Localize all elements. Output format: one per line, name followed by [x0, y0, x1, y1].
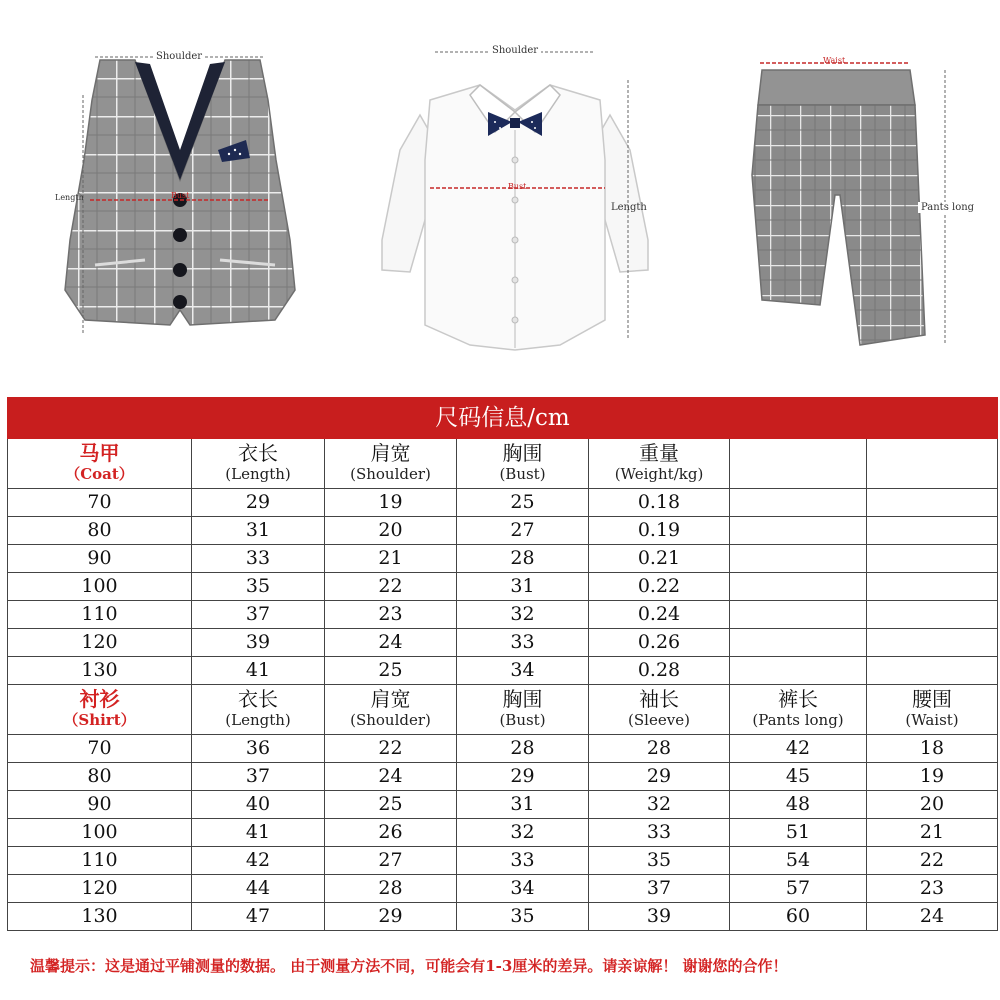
table-cell: 32: [589, 791, 730, 819]
table-cell: 90: [8, 545, 192, 573]
coat-header-row: [8, 439, 998, 489]
table-cell: [730, 657, 867, 685]
coat-rows: [8, 489, 998, 685]
table-cell: 0.28: [589, 657, 730, 685]
table-cell: 23: [867, 875, 998, 903]
table-cell: 25: [325, 791, 457, 819]
table-cell: 36: [192, 735, 325, 763]
table-cell: [867, 545, 998, 573]
table-cell: 20: [325, 517, 457, 545]
table-cell: 42: [192, 847, 325, 875]
table-cell: 100: [8, 819, 192, 847]
table-cell: 18: [867, 735, 998, 763]
table-cell: [730, 517, 867, 545]
shirt-header-cell: 腰围 (Waist): [867, 685, 998, 735]
shirt-header-cell: 衣长 (Length): [192, 685, 325, 735]
table-cell: 120: [8, 629, 192, 657]
shirt-size-row: [8, 763, 998, 791]
table-cell: 35: [589, 847, 730, 875]
shirt-size-row: [8, 819, 998, 847]
table-cell: 34: [457, 875, 589, 903]
table-cell: 60: [730, 903, 867, 931]
table-cell: 26: [325, 819, 457, 847]
shirt-header-cell: 袖长 (Sleeve): [589, 685, 730, 735]
table-cell: 0.21: [589, 545, 730, 573]
table-cell: 51: [730, 819, 867, 847]
coat-header-cell: 肩宽 (Shoulder): [325, 439, 457, 489]
coat-size-row: [8, 629, 998, 657]
table-cell: 80: [8, 763, 192, 791]
coat-header-cell: [867, 439, 998, 489]
table-cell: 33: [457, 847, 589, 875]
table-cell: 57: [730, 875, 867, 903]
table-cell: 29: [325, 903, 457, 931]
table-cell: 0.22: [589, 573, 730, 601]
coat-size-row: [8, 489, 998, 517]
shirt-size-row: [8, 735, 998, 763]
table-cell: 130: [8, 903, 192, 931]
shirt-rows: [8, 735, 998, 931]
table-cell: [867, 629, 998, 657]
shirt-size-row: [8, 847, 998, 875]
table-cell: 20: [867, 791, 998, 819]
product-photos: [0, 0, 1000, 395]
table-cell: 41: [192, 657, 325, 685]
shirt-size-row: [8, 875, 998, 903]
table-cell: 29: [589, 763, 730, 791]
table-cell: 31: [192, 517, 325, 545]
coat-header-cell: 马甲 （Coat）: [8, 439, 192, 489]
table-cell: 19: [867, 763, 998, 791]
shirt-bust-label: Bust: [508, 182, 527, 191]
table-cell: [730, 489, 867, 517]
table-cell: 28: [589, 735, 730, 763]
table-cell: 25: [457, 489, 589, 517]
table-cell: 0.19: [589, 517, 730, 545]
shirt-size-row: [8, 791, 998, 819]
table-cell: 35: [192, 573, 325, 601]
table-cell: 22: [325, 735, 457, 763]
table-cell: 34: [457, 657, 589, 685]
measurement-note: 温馨提示：这是通过平铺测量的数据。 由于测量方法不同，可能会有1-3厘米的差异。请亲谅解！ 谢谢您的合作！: [30, 957, 788, 975]
table-cell: 0.24: [589, 601, 730, 629]
table-cell: [730, 629, 867, 657]
coat-size-row: [8, 545, 998, 573]
table-cell: [867, 489, 998, 517]
table-cell: 41: [192, 819, 325, 847]
table-cell: 24: [325, 763, 457, 791]
shirt-size-row: [8, 903, 998, 931]
table-cell: [730, 573, 867, 601]
coat-size-row: [8, 601, 998, 629]
table-cell: 70: [8, 735, 192, 763]
vest-length-label: Length: [55, 193, 84, 202]
table-cell: 130: [8, 657, 192, 685]
shirt-header-cell: 衬衫 （Shirt）: [8, 685, 192, 735]
table-cell: 35: [457, 903, 589, 931]
table-cell: [730, 601, 867, 629]
table-cell: 21: [325, 545, 457, 573]
table-cell: 31: [457, 791, 589, 819]
pants-waist-label: Waist: [823, 56, 846, 65]
shirt-header-cell: 裤长 (Pants long): [730, 685, 867, 735]
table-cell: 29: [192, 489, 325, 517]
table-cell: 27: [325, 847, 457, 875]
table-cell: 110: [8, 847, 192, 875]
table-cell: 25: [325, 657, 457, 685]
coat-size-row: [8, 517, 998, 545]
table-cell: 39: [589, 903, 730, 931]
table-title-row: [8, 398, 998, 439]
vest-bust-label: Bust: [171, 191, 190, 200]
table-cell: 32: [457, 601, 589, 629]
table-cell: 28: [457, 735, 589, 763]
table-cell: 33: [589, 819, 730, 847]
table-title: 尺码信息/cm: [8, 398, 998, 439]
table-cell: 22: [325, 573, 457, 601]
table-cell: 39: [192, 629, 325, 657]
table-cell: [867, 657, 998, 685]
table-cell: 90: [8, 791, 192, 819]
table-cell: 24: [325, 629, 457, 657]
table-cell: 21: [867, 819, 998, 847]
table-cell: 44: [192, 875, 325, 903]
coat-header-cell: 胸围 (Bust): [457, 439, 589, 489]
table-cell: 33: [192, 545, 325, 573]
shirt-shoulder-label: Shoulder: [489, 45, 541, 56]
table-cell: [867, 573, 998, 601]
table-cell: 24: [867, 903, 998, 931]
table-cell: 28: [325, 875, 457, 903]
table-cell: 31: [457, 573, 589, 601]
table-cell: 37: [589, 875, 730, 903]
shirt-header-row: [8, 685, 998, 735]
shirt-header-cell: 肩宽 (Shoulder): [325, 685, 457, 735]
coat-size-row: [8, 573, 998, 601]
pants-length-label: Pants long: [918, 202, 977, 213]
table-cell: 19: [325, 489, 457, 517]
table-cell: 80: [8, 517, 192, 545]
table-cell: 32: [457, 819, 589, 847]
table-cell: 23: [325, 601, 457, 629]
table-cell: [867, 517, 998, 545]
table-cell: 29: [457, 763, 589, 791]
vest-shoulder-label: Shoulder: [153, 51, 205, 62]
shirt-header-cell: 胸围 (Bust): [457, 685, 589, 735]
table-cell: 70: [8, 489, 192, 517]
table-cell: [867, 601, 998, 629]
coat-header-cell: [730, 439, 867, 489]
table-cell: 33: [457, 629, 589, 657]
table-cell: 37: [192, 601, 325, 629]
table-cell: 100: [8, 573, 192, 601]
coat-header-cell: 衣长 (Length): [192, 439, 325, 489]
vest-photo: [40, 40, 320, 370]
table-cell: 110: [8, 601, 192, 629]
vest-illustration: [40, 40, 320, 370]
table-cell: 42: [730, 735, 867, 763]
table-cell: 48: [730, 791, 867, 819]
table-cell: 45: [730, 763, 867, 791]
table-cell: 22: [867, 847, 998, 875]
table-cell: 54: [730, 847, 867, 875]
table-cell: 120: [8, 875, 192, 903]
table-cell: 47: [192, 903, 325, 931]
coat-header-cell: 重量 (Weight/kg): [589, 439, 730, 489]
table-cell: 0.26: [589, 629, 730, 657]
table-cell: 40: [192, 791, 325, 819]
table-cell: [730, 545, 867, 573]
size-chart-table: [7, 397, 998, 931]
coat-size-row: [8, 657, 998, 685]
table-cell: 27: [457, 517, 589, 545]
shirt-length-label: Length: [611, 202, 647, 213]
table-cell: 28: [457, 545, 589, 573]
table-cell: 37: [192, 763, 325, 791]
table-cell: 0.18: [589, 489, 730, 517]
